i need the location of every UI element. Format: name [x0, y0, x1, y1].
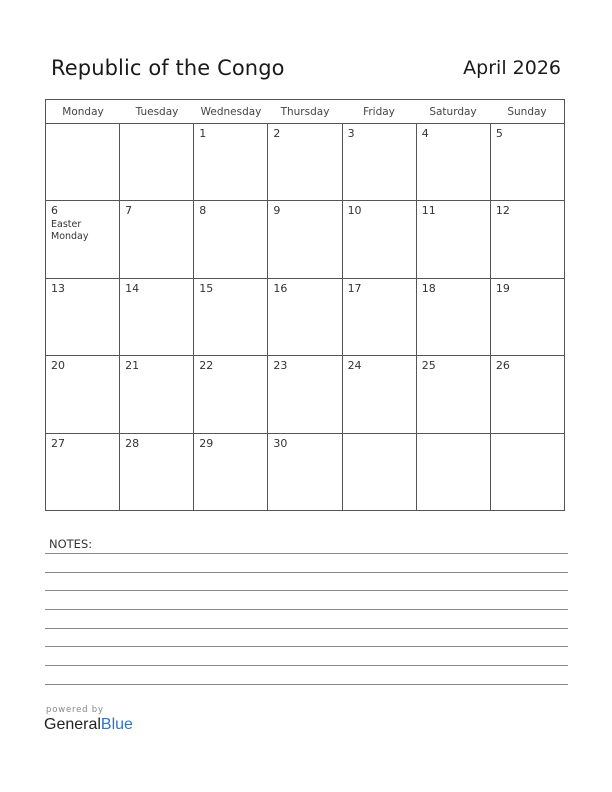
calendar-week-row: [46, 124, 564, 201]
day-cell: [194, 434, 268, 511]
calendar-title: Republic of the Congo: [51, 56, 285, 80]
weekday-header: Thursday: [280, 106, 330, 118]
day-number: 19: [495, 281, 510, 295]
day-cell: [343, 201, 417, 277]
day-number: 4: [421, 127, 429, 140]
notes-line: [45, 553, 568, 554]
day-cell: [343, 279, 417, 355]
weekday-header-row: [46, 100, 564, 124]
day-cell: [194, 356, 268, 432]
day-cell: [46, 279, 120, 355]
day-number: 27: [51, 436, 65, 450]
day-number: 29: [199, 436, 214, 450]
day-number: 9: [273, 204, 281, 218]
day-cell: [491, 356, 564, 432]
powered-by-text: powered by: [46, 705, 104, 715]
notes-line: [45, 684, 568, 685]
day-number: 25: [421, 359, 436, 373]
weekday-header: Monday: [62, 106, 104, 118]
day-cell: [417, 201, 491, 277]
day-cell: [417, 356, 491, 432]
notes-line: [45, 572, 568, 573]
calendar-week-row: [46, 434, 564, 511]
day-cell: [343, 434, 417, 511]
day-cell: [120, 356, 194, 432]
notes-label: NOTES:: [49, 537, 93, 551]
day-cell: [194, 201, 268, 277]
day-cell: [268, 201, 342, 277]
weekday-header: Friday: [363, 106, 395, 118]
day-number: 23: [273, 359, 288, 373]
day-cell: [268, 356, 342, 432]
day-cell: [417, 434, 491, 511]
weekday-header: Tuesday: [135, 106, 179, 118]
day-number: 5: [495, 127, 503, 140]
day-number: 12: [495, 204, 510, 218]
day-number: 15: [199, 281, 214, 295]
day-number: 8: [199, 204, 207, 218]
day-number: 7: [125, 204, 133, 218]
day-number: 28: [125, 436, 140, 450]
day-number: 10: [347, 204, 362, 218]
day-cell: [46, 434, 120, 511]
day-number: 21: [125, 359, 140, 373]
day-number: 6: [51, 204, 58, 218]
day-number: 1: [199, 127, 207, 140]
day-number: 20: [51, 359, 65, 373]
day-number: 24: [347, 359, 362, 373]
day-cell: [343, 356, 417, 432]
day-cell: [46, 201, 120, 277]
day-number: 17: [347, 281, 362, 295]
day-cell: [194, 124, 268, 200]
day-cell: [417, 279, 491, 355]
day-number: 22: [199, 359, 214, 373]
day-number: 2: [273, 127, 281, 140]
calendar-month: April 2026: [463, 57, 561, 79]
calendar-weeks: [46, 124, 564, 511]
day-cell: [491, 434, 564, 511]
day-number: 18: [421, 281, 436, 295]
day-cell: [46, 124, 120, 200]
calendar-grid: [45, 99, 565, 511]
day-cell: [491, 124, 564, 200]
day-cell: [268, 279, 342, 355]
holiday-label: Easter Monday: [51, 219, 89, 243]
weekday-header: Sunday: [507, 106, 547, 118]
day-number: 3: [347, 127, 355, 140]
day-cell: [491, 279, 564, 355]
day-number: 30: [273, 436, 288, 450]
calendar-week-row: [46, 279, 564, 356]
day-cell: [343, 124, 417, 200]
day-cell: [120, 201, 194, 277]
weekday-header: Saturday: [429, 106, 477, 118]
notes-line: [45, 628, 568, 629]
weekday-header: Wednesday: [200, 106, 262, 118]
brand-blue: Blue: [100, 716, 133, 733]
notes-line: [45, 590, 568, 591]
brand-general: General: [44, 716, 101, 733]
notes-line: [45, 646, 568, 647]
calendar-week-row: [46, 356, 564, 433]
notes-line: [45, 609, 568, 610]
day-number: 14: [125, 281, 140, 295]
day-cell: [46, 356, 120, 432]
notes-line: [45, 665, 568, 666]
day-cell: [120, 124, 194, 200]
day-cell: [194, 279, 268, 355]
day-cell: [491, 201, 564, 277]
day-number: 11: [421, 204, 436, 218]
day-number: 26: [495, 359, 510, 373]
day-number: 13: [51, 281, 65, 295]
calendar-week-row: [46, 201, 564, 278]
day-cell: [268, 434, 342, 511]
day-number: 16: [273, 281, 288, 295]
day-cell: [120, 434, 194, 511]
day-cell: [268, 124, 342, 200]
day-cell: [417, 124, 491, 200]
day-cell: [120, 279, 194, 355]
generalblue-logo: [44, 716, 133, 734]
